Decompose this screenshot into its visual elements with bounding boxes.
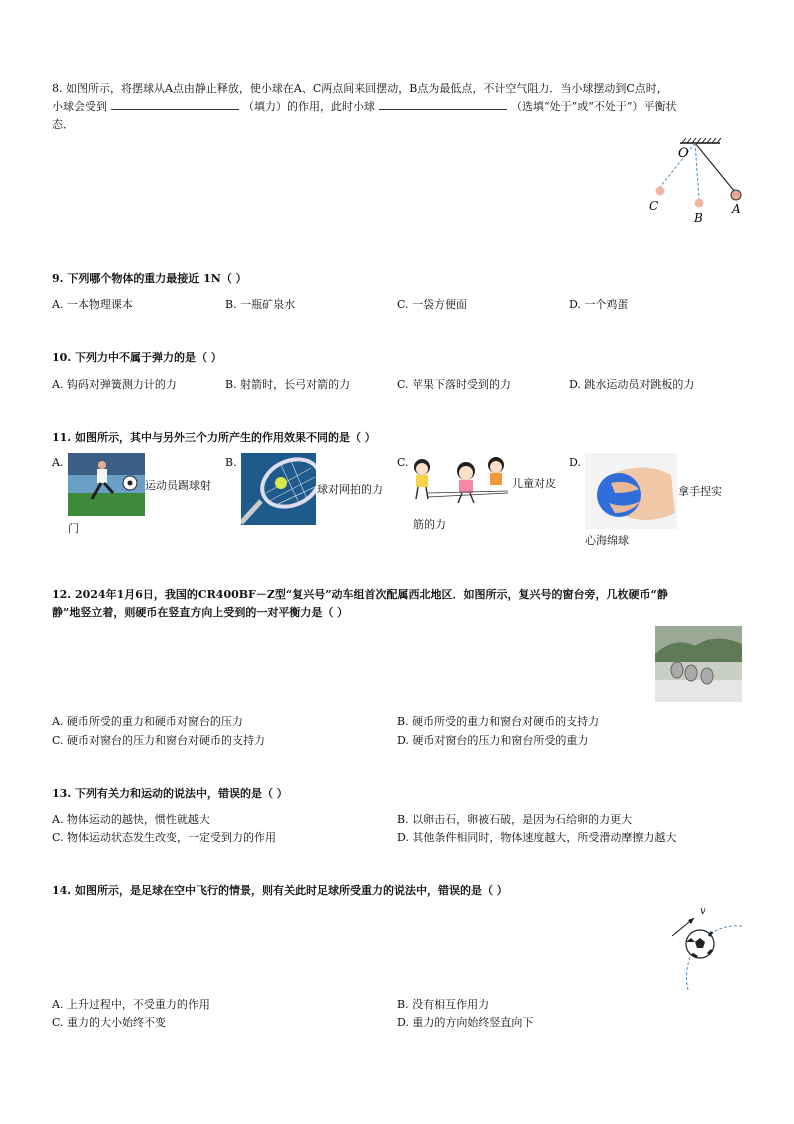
q9-option-a[interactable]: A. 一本物理课本 — [52, 298, 133, 311]
q11-option-d-prefix[interactable]: D. — [569, 456, 581, 469]
velocity-label: v — [700, 906, 706, 917]
q13-option-b[interactable]: B. 以卵击石，卵被石破，是因为石给卵的力更大 — [397, 813, 633, 826]
q11-option-b-text: 球对网拍的力 — [317, 483, 383, 496]
q12-line1: 12. 2024年1月6日，我国的CR400BF－Z型“复兴号”动车组首次配属西北地区．如图所示，复兴号的窗台旁，几枚硬币“静 — [52, 588, 668, 601]
label-o: O — [678, 146, 689, 161]
q14-option-b[interactable]: B. 没有相互作用力 — [397, 998, 490, 1011]
label-a: A — [732, 202, 741, 216]
q8-line2-a: 小球会受到 — [52, 100, 107, 113]
q8-line1: 8. 如图所示，将摆球从A点由静止释放，使小球在A、C两点间来回摆动，B点为最低点，不计空气阻力．当小球摆动到C点时， — [52, 82, 668, 95]
q12-option-b[interactable]: B. 硬币所受的重力和窗台对硬币的支持力 — [397, 715, 600, 728]
q10-option-c[interactable]: C. 苹果下落时受到的力 — [397, 378, 512, 391]
q9-stem: 9. 下列哪个物体的重力最接近 1N（ ） — [52, 272, 247, 285]
q13-option-c[interactable]: C. 物体运动状态发生改变，一定受到力的作用 — [52, 831, 277, 844]
q9-option-b[interactable]: B. 一瓶矿泉水 — [225, 298, 296, 311]
label-b: B — [694, 211, 703, 225]
q14-stem: 14. 如图所示，是足球在空中飞行的情景，则有关此时足球所受重力的说法中，错误的是（ ） — [52, 884, 508, 897]
pendulum-string — [695, 143, 735, 192]
pendulum-figure — [640, 135, 750, 230]
hand-squeezing-sponge-photo — [585, 453, 677, 529]
ball-a — [731, 190, 741, 200]
q12-option-d[interactable]: D. 硬币对窗台的压力和窗台所受的重力 — [397, 734, 589, 747]
soccer-player-photo — [68, 453, 145, 516]
ball-b — [695, 199, 704, 208]
q11-option-c-text2: 筋的力 — [413, 518, 446, 531]
q9-option-c[interactable]: C. 一袋方便面 — [397, 298, 468, 311]
q8-blank-1[interactable] — [111, 99, 239, 110]
train-window-coins-photo — [655, 626, 742, 702]
q12-option-a[interactable]: A. 硬币所受的重力和硬币对窗台的压力 — [52, 715, 243, 728]
q8-line2 — [52, 98, 677, 114]
q9-option-d[interactable]: D. 一个鸡蛋 — [569, 298, 629, 311]
q11-option-c-text1: 儿童对皮 — [512, 477, 556, 490]
dashed-string-b — [695, 143, 699, 199]
q11-option-d-text1: 拿手捏实 — [678, 485, 722, 498]
q8-line3: 态． — [52, 118, 74, 131]
q14-option-c[interactable]: C. 重力的大小始终不变 — [52, 1016, 167, 1029]
q12-option-c[interactable]: C. 硬币对窗台的压力和窗台对硬币的支持力 — [52, 734, 266, 747]
q11-option-d-text2: 心海绵球 — [585, 534, 629, 547]
children-rubber-band-drawing — [408, 455, 513, 505]
q10-option-b[interactable]: B. 射箭时，长弓对箭的力 — [225, 378, 351, 391]
q14-option-a[interactable]: A. 上升过程中，不受重力的作用 — [52, 998, 210, 1011]
q11-option-a-text2: 门 — [68, 522, 79, 535]
tennis-racket-photo — [241, 453, 316, 525]
q13-stem: 13. 下列有关力和运动的说法中，错误的是（ ） — [52, 787, 288, 800]
q10-stem: 10. 下列力中不属于弹力的是（ ） — [52, 351, 222, 364]
q11-option-a-prefix[interactable]: A. — [52, 456, 64, 469]
q13-option-d[interactable]: D. 其他条件相同时，物体速度越大，所受滑动摩擦力越大 — [397, 831, 677, 844]
label-c: C — [649, 199, 659, 213]
q13-option-a[interactable]: A. 物体运动的越快，惯性就越大 — [52, 813, 210, 826]
q8-line2-b: （填力）的作用，此时小球 — [243, 100, 375, 113]
q10-option-d[interactable]: D. 跳水运动员对跳板的力 — [569, 378, 695, 391]
soccer-ball-figure — [664, 902, 744, 992]
q8-line2-c: （选填“处于”或“不处于”）平衡状 — [511, 100, 677, 113]
q11-stem: 11. 如图所示，其中与另外三个力所产生的作用效果不同的是（ ） — [52, 431, 376, 444]
q11-option-a-text1: 运动员踢球射 — [145, 479, 211, 492]
q14-option-d[interactable]: D. 重力的方向始终竖直向下 — [397, 1016, 534, 1029]
ball-c — [656, 187, 665, 196]
q12-line2: 静”地竖立着，则硬币在竖直方向上受到的一对平衡力是（ ） — [52, 606, 349, 619]
q11-option-b-prefix[interactable]: B. — [225, 456, 237, 469]
q8-blank-2[interactable] — [379, 99, 507, 110]
q11-option-c-prefix[interactable]: C. — [397, 456, 409, 469]
q10-option-a[interactable]: A. 钩码对弹簧测力计的力 — [52, 378, 177, 391]
